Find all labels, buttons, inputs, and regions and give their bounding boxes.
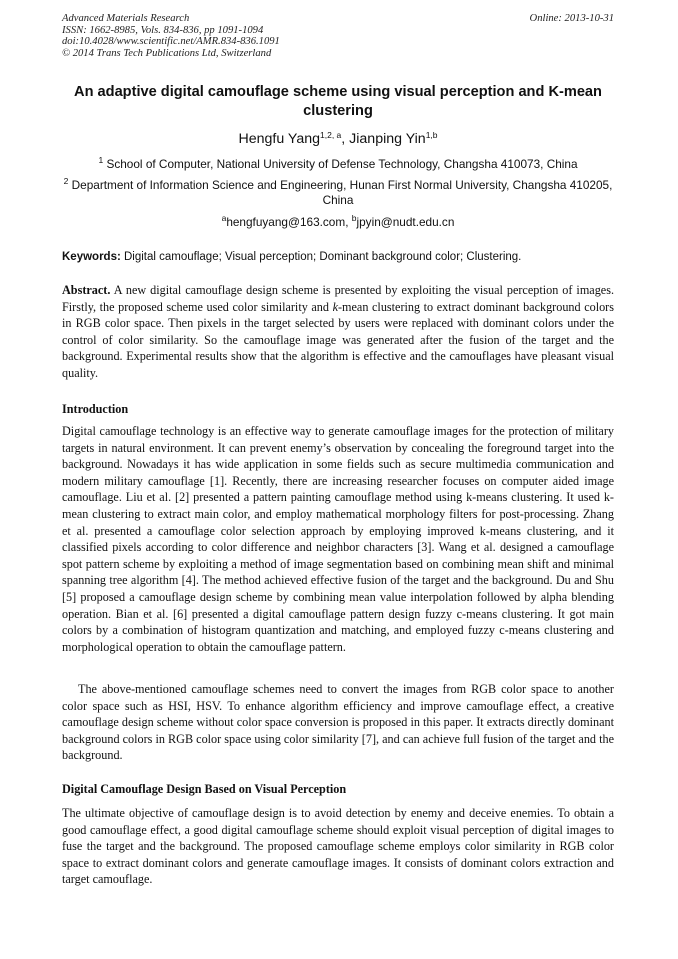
issn-line: ISSN: 1662-8985, Vols. 834-836, pp 1091-1094: [62, 24, 264, 36]
doi-line: doi:10.4028/www.scientific.net/AMR.834-836.1091: [62, 36, 280, 47]
email-b-marker: b: [351, 213, 357, 223]
author-2-affil: 1,b: [425, 130, 438, 140]
abstract-text-1: A new digital camouflage design scheme is presented by exploiting the visual perception of images. Firstly, the proposed scheme used color similarity and: [62, 283, 614, 314]
affiliation-2: [62, 178, 614, 208]
copyright-line: © 2014 Trans Tech Publications Ltd, Switzerland: [62, 47, 272, 59]
keywords-text: Digital camouflage; Visual perception; Dominant background color; Clustering.: [120, 251, 522, 263]
abstract: [62, 282, 614, 382]
abstract-k-italic: k: [332, 299, 338, 314]
journal-name: Advanced Materials Research: [62, 13, 190, 24]
author-separator: ,: [341, 131, 350, 147]
email-b: jpyin@nudt.edu.cn: [356, 215, 455, 229]
abstract-text-2: -mean clustering to extract dominant background colors in RGB color space. Then pixels in the target selected by users were replaced with dominant colors under the control of color similarity. So the camouflage image was generated after the fusion of the target and the background. Experimental results show that the algorithm is effective and the camouflages have pleasant visual quality.: [62, 299, 614, 380]
author-1-name: Hengfu Yang: [238, 131, 320, 147]
introduction-paragraph-2: The above-mentioned camouflage schemes need to convert the images from RGB color space to another color space such as HSI, HSV. To enhance algorithm efficiency and improve camouflage effect, a creative camouflage design scheme without color space conversion is proposed in this paper. It extracts directly dominant background colors in RGB color space using color similarity [7], and can achieve full fusion of the target and the background.: [62, 682, 614, 763]
keywords: [62, 250, 614, 265]
author-2-name: Jianping Yin: [349, 131, 426, 147]
email-a-marker: a: [221, 213, 227, 223]
affiliation-2-text: Department of Information Science and Engineering, Hunan First Normal University, Changsha 410205, China: [71, 178, 613, 207]
author-emails: [62, 215, 614, 230]
abstract-label: Abstract.: [62, 283, 111, 297]
email-a: hengfuyang@163.com,: [226, 215, 352, 229]
keywords-label: Keywords:: [62, 251, 121, 263]
camouflage-design-paragraph-1: The ultimate objective of camouflage design is to avoid detection by enemy and deceive enemies. To obtain a good camouflage effect, a good digital camouflage scheme should exploit visual perception of digital images to fuse the target and the background. The proposed camouflage scheme employs color similarity in RGB color space to extract dominant colors and generate camouflage images. It consists of dominant colors extraction and target camouflage.: [62, 806, 614, 887]
author-line: [62, 130, 614, 148]
paper-title: An adaptive digital camouflage scheme using visual perception and K-mean clustering: [74, 84, 602, 119]
author-1-affil: 1,2, a: [320, 130, 342, 140]
journal-header: [62, 13, 614, 59]
introduction-heading: Introduction: [62, 402, 129, 416]
affiliation-1-marker: 1: [98, 155, 104, 165]
section-heading-camouflage-design: Digital Camouflage Design Based on Visual Perception: [62, 782, 347, 796]
online-date: Online: 2013-10-31: [529, 13, 614, 24]
affiliation-1: [62, 157, 614, 172]
introduction-paragraph-1: Digital camouflage technology is an effective way to generate camouflage images for the protection of military targets in natural environment. It can prevent enemy’s observation by concealing the foreground target into the background. Nowadays it has wide application in some fields such as secure multimedia communication and modern military camouflage [1]. Recently, there are increasing researcher focuses on computer aided image camouflage. Liu et al. [2] presented a pattern painting camouflage method using k-means clustering. It used k-mean clustering to extract main color, and employ mathematical morphology filters for post-processing. Zhang et al. presented a camouflage color selection approach by employing improved k-means clustering, and it classified pixels according to color difference and neighbor characters [3]. Wang et al. designed a camouflage spot pattern scheme by exploiting a method of image segmentation based on combining mean shift and minimal spanning tree algorithm [4]. The method achieved effective fusion of the target and the background. Du and Shu [5] proposed a camouflage design scheme by combining mean value interpolation followed by alpha blending operation. Bian et al. [6] presented a digital camouflage pattern design fuzzy c-means clustering. It got main colors by a combination of histogram quantization and matching, and employed fuzzy c-means clustering and morphological operation to obtain the camouflage pattern.: [62, 424, 614, 654]
affiliation-2-marker: 2: [63, 176, 69, 186]
affiliation-1-text: School of Computer, National University of Defense Technology, Changsha 410073, China: [106, 157, 578, 171]
